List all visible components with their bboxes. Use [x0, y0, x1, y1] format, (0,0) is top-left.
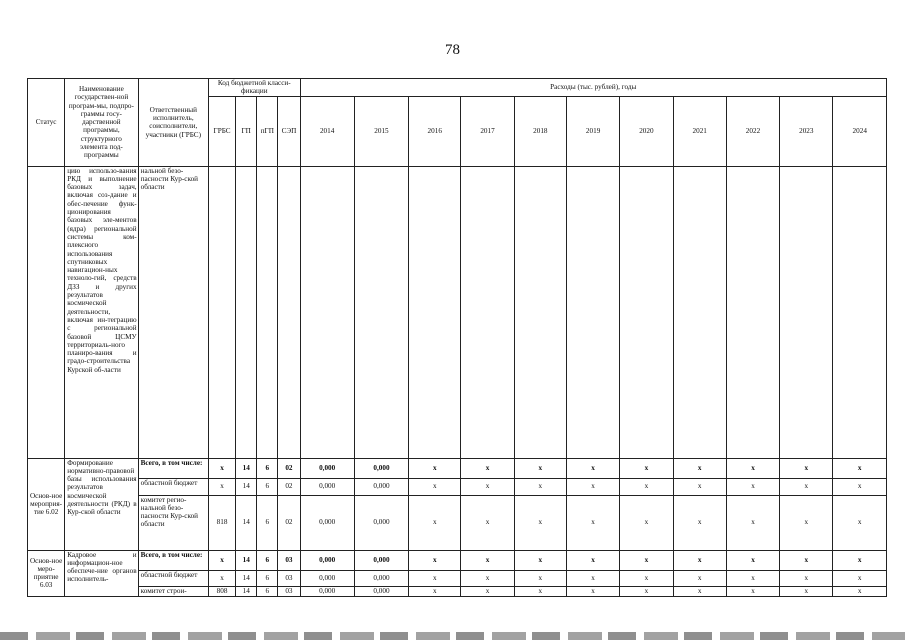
- year-value: x: [780, 570, 833, 586]
- year-value: x: [620, 495, 673, 550]
- year-value: x: [833, 458, 887, 478]
- year-value: x: [620, 570, 673, 586]
- table-cell: [726, 166, 779, 458]
- year-value: x: [566, 478, 619, 495]
- year-value: x: [673, 570, 726, 586]
- table-cell: [409, 166, 461, 458]
- code-gp: 14: [236, 550, 257, 570]
- year-value: x: [726, 570, 779, 586]
- table-cell: [514, 166, 566, 458]
- year-value: x: [514, 586, 566, 596]
- year-value: x: [409, 478, 461, 495]
- status-cell: [28, 166, 65, 458]
- header-year: 2016: [409, 96, 461, 166]
- year-value: x: [566, 586, 619, 596]
- row-executor: комитет регио-нальной безо-пасности Кур-ской области: [138, 495, 208, 550]
- code-sep: 03: [278, 550, 300, 570]
- year-value: x: [461, 478, 514, 495]
- code-sep: 02: [278, 495, 300, 550]
- table-row: [28, 458, 887, 478]
- row-name: Формирование нормативно-правовой базы использования результатов космической деятельности (РКД) в Кур-ской области: [65, 458, 138, 550]
- header-year: 2024: [833, 96, 887, 166]
- table-cell: [833, 166, 887, 458]
- year-value: x: [409, 570, 461, 586]
- year-value: x: [461, 550, 514, 570]
- year-value: x: [726, 550, 779, 570]
- code-grbs: x: [209, 570, 236, 586]
- year-value: x: [620, 586, 673, 596]
- header-code-gp: ГП: [236, 96, 257, 166]
- year-value: x: [673, 478, 726, 495]
- code-gp: 14: [236, 478, 257, 495]
- table-cell: [566, 166, 619, 458]
- header-row-top: [28, 79, 887, 97]
- year-value: x: [514, 458, 566, 478]
- continuation-executor: нальной безо-пасности Кур-ской области: [138, 166, 208, 458]
- year-value: x: [514, 570, 566, 586]
- code-pgp: 6: [257, 586, 278, 596]
- header-code-sep: СЭП: [278, 96, 300, 166]
- year-value: x: [673, 495, 726, 550]
- header-year: 2023: [780, 96, 833, 166]
- header-status: Статус: [28, 79, 65, 167]
- year-value: x: [566, 570, 619, 586]
- row-executor: Всего, в том числе:: [138, 458, 208, 478]
- year-value: x: [566, 458, 619, 478]
- year-value: 0,000: [354, 586, 408, 596]
- year-value: 0,000: [300, 478, 354, 495]
- header-executor: Ответственный исполнитель, соисполнители, участники (ГРБС): [138, 79, 208, 167]
- year-value: 0,000: [300, 550, 354, 570]
- code-sep: 02: [278, 478, 300, 495]
- header-year: 2021: [673, 96, 726, 166]
- year-value: x: [673, 550, 726, 570]
- header-year: 2019: [566, 96, 619, 166]
- table-cell: [673, 166, 726, 458]
- header-year: 2020: [620, 96, 673, 166]
- year-value: x: [726, 586, 779, 596]
- table-cell: [354, 166, 408, 458]
- year-value: x: [726, 458, 779, 478]
- year-value: x: [409, 550, 461, 570]
- year-value: x: [409, 586, 461, 596]
- year-value: x: [833, 478, 887, 495]
- header-year: 2018: [514, 96, 566, 166]
- year-value: x: [780, 458, 833, 478]
- code-pgp: 6: [257, 495, 278, 550]
- year-value: 0,000: [354, 478, 408, 495]
- year-value: x: [514, 495, 566, 550]
- table-cell: [461, 166, 514, 458]
- table-row: [28, 495, 887, 550]
- row-name: Кадровое и информацион-ное обеспече-ние органов исполнитель-: [65, 550, 138, 596]
- year-value: x: [566, 550, 619, 570]
- year-value: x: [461, 570, 514, 586]
- code-grbs: 808: [209, 586, 236, 596]
- table-cell: [620, 166, 673, 458]
- code-gp: 14: [236, 570, 257, 586]
- row-executor: комитет строи-: [138, 586, 208, 596]
- year-value: x: [461, 458, 514, 478]
- table-cell: [300, 166, 354, 458]
- year-value: x: [461, 495, 514, 550]
- table-cell: [278, 166, 300, 458]
- row-executor: областной бюджет: [138, 478, 208, 495]
- table-row: [28, 586, 887, 596]
- code-pgp: 6: [257, 570, 278, 586]
- year-value: x: [726, 495, 779, 550]
- year-value: x: [461, 586, 514, 596]
- header-expenses: Расходы (тыс. рублей), годы: [300, 79, 887, 97]
- year-value: 0,000: [300, 570, 354, 586]
- code-pgp: 6: [257, 458, 278, 478]
- header-name: Наименование государствен-ной програм-мы, подпро-граммы госу-дарственной программы, структурного элемента под-программы: [65, 79, 138, 167]
- table-cell: [209, 166, 236, 458]
- budget-table: [27, 78, 887, 597]
- table-row: [28, 478, 887, 495]
- header-year: 2015: [354, 96, 408, 166]
- table-row: [28, 550, 887, 570]
- year-value: 0,000: [300, 458, 354, 478]
- continuation-row: [28, 166, 887, 458]
- header-budget-code: Код бюджетной класси-фикации: [209, 79, 301, 97]
- code-grbs: x: [209, 550, 236, 570]
- table-cell: [257, 166, 278, 458]
- year-value: x: [833, 495, 887, 550]
- year-value: x: [673, 458, 726, 478]
- code-sep: 03: [278, 586, 300, 596]
- year-value: x: [566, 495, 619, 550]
- row-status: Основ-ное меро-приятие 6.03: [28, 550, 65, 596]
- row-status: Основ-ное мероприя-тие 6.02: [28, 458, 65, 550]
- header-year: 2014: [300, 96, 354, 166]
- year-value: 0,000: [300, 586, 354, 596]
- year-value: x: [833, 570, 887, 586]
- code-pgp: 6: [257, 478, 278, 495]
- header-code-grbs: ГРБС: [209, 96, 236, 166]
- code-sep: 02: [278, 458, 300, 478]
- year-value: x: [409, 458, 461, 478]
- page-number: 78: [445, 42, 460, 58]
- table-cell: [236, 166, 257, 458]
- year-value: x: [620, 458, 673, 478]
- header-year: 2022: [726, 96, 779, 166]
- code-grbs: x: [209, 478, 236, 495]
- year-value: x: [833, 586, 887, 596]
- code-gp: 14: [236, 495, 257, 550]
- row-executor: областной бюджет: [138, 570, 208, 586]
- year-value: 0,000: [354, 570, 408, 586]
- year-value: x: [620, 550, 673, 570]
- code-gp: 14: [236, 586, 257, 596]
- code-grbs: 818: [209, 495, 236, 550]
- year-value: x: [726, 478, 779, 495]
- table-cell: [780, 166, 833, 458]
- year-value: x: [780, 586, 833, 596]
- year-value: x: [514, 478, 566, 495]
- code-pgp: 6: [257, 550, 278, 570]
- table-row: [28, 570, 887, 586]
- year-value: 0,000: [354, 550, 408, 570]
- year-value: x: [620, 478, 673, 495]
- year-value: x: [673, 586, 726, 596]
- header-year: 2017: [461, 96, 514, 166]
- year-value: 0,000: [354, 495, 408, 550]
- year-value: x: [409, 495, 461, 550]
- code-grbs: x: [209, 458, 236, 478]
- year-value: x: [780, 478, 833, 495]
- year-value: 0,000: [300, 495, 354, 550]
- year-value: x: [780, 495, 833, 550]
- code-sep: 03: [278, 570, 300, 586]
- code-gp: 14: [236, 458, 257, 478]
- year-value: 0,000: [354, 458, 408, 478]
- year-value: x: [833, 550, 887, 570]
- header-code-pgp: пГП: [257, 96, 278, 166]
- year-value: x: [514, 550, 566, 570]
- row-executor: Всего, в том числе:: [138, 550, 208, 570]
- continuation-name: цию использо-вания РКД и выполнение базовых задач, включая соз-дание и обес-печение функ-ционирования базовых эле-ментов (ядра) региональной системы ком-плексного использования спутниковых навигацион-ных техноло-гий, средств ДЗЗ и других результатов космической деятельности, включая ин-теграцию с региональной базовой ЦСМУ территориаль-ного планиро-вания и градо-строительства Курской об-ласти: [65, 166, 138, 458]
- year-value: x: [780, 550, 833, 570]
- scan-edge: [0, 632, 905, 640]
